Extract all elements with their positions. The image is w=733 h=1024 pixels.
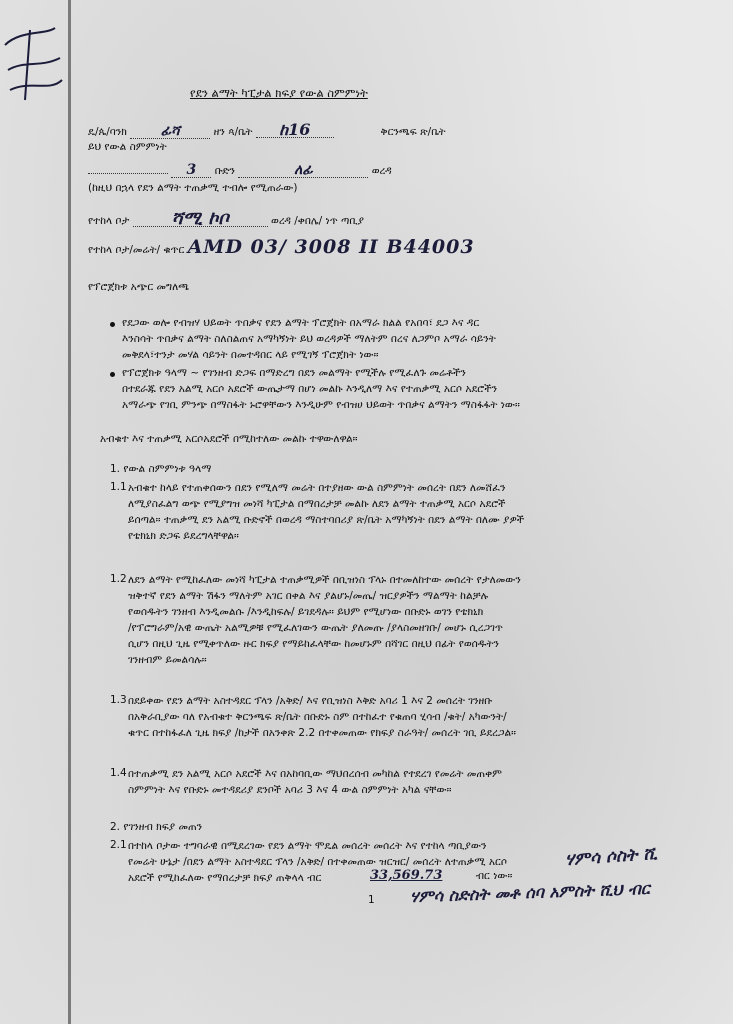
account-label: የተከላ ቦታ/መሬት/ ቁጥር — [88, 244, 185, 256]
bullet-item-1: የደጋው ወሎ የብዝሃ ህይወት ጥበቃና የደን ልማት ፕሮጀክት በአማራ ክልል የአበባ፣ ደጋ እና ዳር እንስሳት ጥበቃና ልማት ስለስልጠና አማካኝነት ይህ ወረዳዎች ማለትም በረና ለጋምቦ አማራ ሳይንት መቅደላ፣ተንታ መሃል ሳይንት በመተዳበር ላይ የሚገኝ ፕሮጀክት ነው። — [122, 317, 496, 361]
header-row-4: (ከዚህ በኋላ የደን ልማት ተጠቃሚ ተብሎ የሚጠራው) — [88, 182, 298, 194]
group-label: ቡድን — [214, 165, 236, 177]
group-value: 3 — [171, 163, 211, 178]
clause-1-4: በተጠቃሚ ደን አልሚ አርሶ አደሮች እና በአከባቢው ማህበረሰብ መካከል የተደረገ የመሬት መጠቀም ስምምነት እና የቡድኑ መተዳደሪያ ደንቦች አባሪ 3 እና 4 ውል ስምምነት አካል ናቸው። — [128, 768, 502, 796]
clause-1-2: ለደን ልማት የሚከፈለው መነሻ ካፒታል ተጠቃሚዎች በቢዝነስ ፕላኑ በተመለከተው መሰረት የታለመውን ዝቅተኛ የደን ልማት ሽፋን ማለትም አገር በቀል እና ያልሆኑ/መጤ/ ዝርያዎችን ማልማት ከልቻሉ የወሰዱትን ገንዘብ እንዲመልሱ /እንዲከፍሉ/ ይገደዳሉ። ይህም የሚሆነው በቡድኑ ወገን የቴክኒክ /የፕሮግራም/አዊ ውጤት አልሚዎቹ የሚፈለገውን ውጤት ያለመጡ /ያላስመዘገቡ/ መሆኑ ሲረጋገጥ ሲሆን በዚህ ጊዜ የሚቀጥለው ዙር ክፍያ የማይከፈላቸው ከመሆኑም በሻገር በዚህ በፊት የወሰዱትን ገንዘብም ይመልሳሉ። — [128, 574, 521, 666]
payment-amount-row — [370, 869, 512, 883]
woreda-label: ወረዳ — [371, 165, 392, 177]
header-row-3 — [88, 163, 392, 178]
header-row-1 — [88, 120, 446, 139]
document-title: የደን ልማት ካፒታል ክፍያ የውል ስምምነት — [190, 86, 368, 100]
section-2-heading: 2. የገንዘብ ክፍያ መጠን — [110, 821, 203, 833]
clause-number: 1.4 — [110, 767, 127, 779]
woreda-value: ለፊ — [238, 163, 368, 178]
zone-label: ዴ/ጴ/ባንክ — [88, 126, 127, 138]
page-number: 1 — [368, 894, 375, 906]
clause-1-1: አብቁተ ከላይ የተጠቀሰውን በደን የሚለማ መሬት በተያዘው ውል ስምምነት መሰረት በደን ለመሸፈን ለሚያስፈልግ ወጭ የሚያግዝ መነሻ ካፒታል በማበረታቻ መልኩ ለደን ልማት ተጠቃሚ አርሶ አደሮች ይሰጣል። ተጠቃሚ ደን አልሚ ቡድኖች በወረዳ ማስተባበሪያ ጽ/ቤት አማካኝነት በደን ልማት በለሙ ያዎች የቴክኒክ ድጋፍ ይደረግላቸዋል። — [128, 482, 525, 542]
clause-number: 1.2 — [110, 573, 127, 585]
clause-number: 1.1 — [110, 481, 127, 493]
bullet-item-2: የፕሮጀክቱ ዓላማ ~ የገንዘብ ድጋፍ በማድረግ በደን መልማት የሚችሉ የሚፈለጉ መሬቶችን በተደራጁ የደን አልሚ አርሶ አደሮች ውጤታማ በሆነ መልኩ እንዲለማ እና የተጠቃሚ አርሶ አደሮችን አማራጭ የገቢ ምንጭ በማስፋት ኑሮዋቸውን እንዲሁም የብዝሀ ህይወት ጥበቃና ልማትን ማስፋፋት ነው። — [122, 367, 520, 411]
header-row-2: ይህ የውል ስምምነት — [88, 141, 167, 153]
year-label: ዘን ጳ/ቤት — [213, 126, 253, 138]
clause-number: 1.3 — [110, 694, 127, 706]
bullet-dot-icon — [110, 372, 115, 377]
handwritten-amount-words-1: ሃምሳ ሶስት ሺ — [564, 843, 658, 871]
paper-edge-shadow — [68, 0, 71, 1024]
payment-suffix: ብር ነው። — [475, 870, 513, 882]
account-row — [88, 236, 475, 258]
handwritten-amount-words-2: ሃምሳ ስድስት መቶ ሰባ አምስት ሺህ ብር — [409, 878, 650, 907]
office-label: ቅርንጫፍ ጽ/ቤት — [380, 126, 446, 138]
recipient-row — [88, 208, 364, 229]
recipient-suffix: ወረዳ /ቀበሌ/ ነጥ ጣቢያ — [271, 215, 364, 227]
clause-number: 2.1 — [110, 839, 127, 851]
recipient-label: የተከላ ቦታ — [88, 215, 130, 227]
payment-amount: 33,569.73 — [370, 868, 443, 883]
zone-value: ፊሻ — [130, 124, 210, 139]
clause-1-3: በደይቀው የደን ልማት አስተዳደር ፕላን /አቅድ/ እና የቢዝነስ እቅድ አባሪ 1 እና 2 መሰረት ገንዘቡ በአቅራቢያው ባለ የአብቁተ ቅርንጫፍ ጽ/ቤት በቡድኑ ስም በተከፈተ የቁጠባ ሂሳብ /ቁት/ አካውንት/ ቁጥር በተከፋፈለ ጊዜ ክፍያ /ከታች በአንቀጽ 2.2 በተቀመጠው የክፍያ ስራዓት/ መሰረት ገቢ ይደረጋል። — [128, 695, 517, 739]
section-intro: የፕሮጀክቱ አጭር መግለጫ — [88, 281, 190, 293]
recipient-value: ሻሚ ኮቦ — [133, 212, 268, 227]
year-value: ከ16 — [256, 123, 334, 138]
account-value: AMD 03/ 3008 II B44003 — [187, 236, 475, 258]
section-1-heading: 1. የውል ስምምነቱ ዓላማ — [110, 463, 212, 475]
clause-2-1: በተከላ ቦታው ተግባራዊ በሚደረገው የደን ልማት ሞዴል መሰረት መሰረት እና የተከላ ጣቢያውን የመሬት ሁኔታ /በደን ልማት አስተዳደር ፕላን /አቅድ/ በተቀመጠው ዝርዝር/ መሰረት ለተጠቃሚ አርሶ አደሮች የሚከፈለው የማበረታቻ ክፍያ ጠቅላላ ብር — [128, 840, 508, 884]
lead-sentence: አብቁተ እና ተጠቃሚ አርሶአደሮች በሚከተለው መልኩ ተዋውለዋል። — [100, 433, 358, 445]
bullet-dot-icon — [110, 322, 115, 327]
